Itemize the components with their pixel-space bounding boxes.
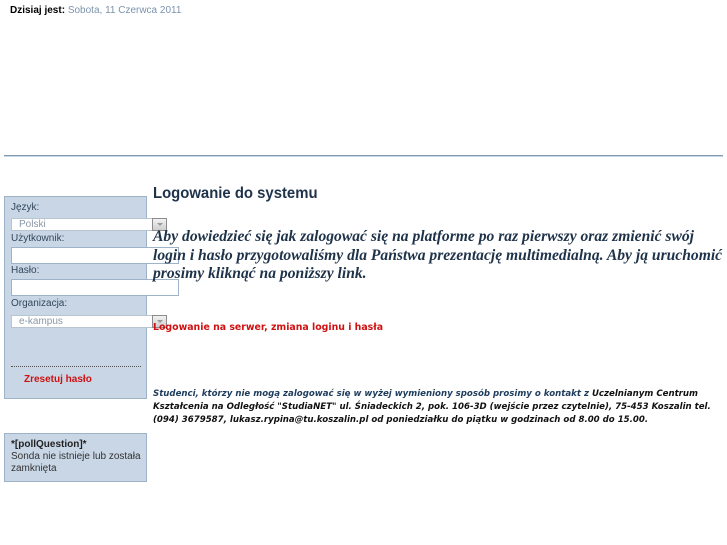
organization-label: Organizacja: xyxy=(11,298,68,309)
language-select-value: Polski xyxy=(19,219,46,230)
page-title: Logowanie do systemu xyxy=(153,185,318,202)
presentation-link[interactable]: Logowanie na serwer, zmiana loginu i hasła xyxy=(153,322,384,333)
language-select[interactable] xyxy=(11,218,167,231)
contact-info xyxy=(153,388,725,426)
today-value: Sobota, 11 Czerwca 2011 xyxy=(67,5,182,16)
login-panel xyxy=(4,196,147,399)
poll-question: *[pollQuestion]* xyxy=(11,439,87,450)
dotted-divider xyxy=(11,366,141,367)
current-date xyxy=(10,4,181,17)
contact-details: Uczelnianym Centrum Kształcenia na Odległość "StudiaNET" ul. Śniadeckich 2, pok. 106-3D (wejście przez czytelnie), 75-453 Koszalin tel. (094) 3679587, lukasz.rypina@tu.koszalin.pl od poniedziałku do piątku w godzinach od 8.00 do 15.00. xyxy=(153,389,711,425)
today-label: Dzisiaj jest: xyxy=(10,5,66,16)
organization-select-value: e-kampus xyxy=(19,316,63,327)
language-label: Język: xyxy=(11,202,40,213)
poll-box xyxy=(4,433,147,482)
intro-text: Aby dowiedzieć się jak zalogować się na platforme po raz pierwszy oraz zmienić swój login i hasło przygotowaliśmy dla Państwa prezentację multimedialną. Aby ją uruchomić prosimy kliknąć na poniższy link. xyxy=(153,228,723,282)
organization-select[interactable] xyxy=(11,315,167,328)
reset-password-link[interactable]: Zresetuj hasło xyxy=(24,374,92,385)
password-label: Hasło: xyxy=(11,265,40,276)
user-label: Użytkownik: xyxy=(11,233,65,244)
contact-lead: Studenci, którzy nie mogą zalogować się w wyżej wymieniony sposób prosimy o kontakt z xyxy=(153,389,589,399)
poll-message: Sonda nie istnieje lub została zamknięta xyxy=(11,451,141,474)
header-divider xyxy=(4,155,723,157)
